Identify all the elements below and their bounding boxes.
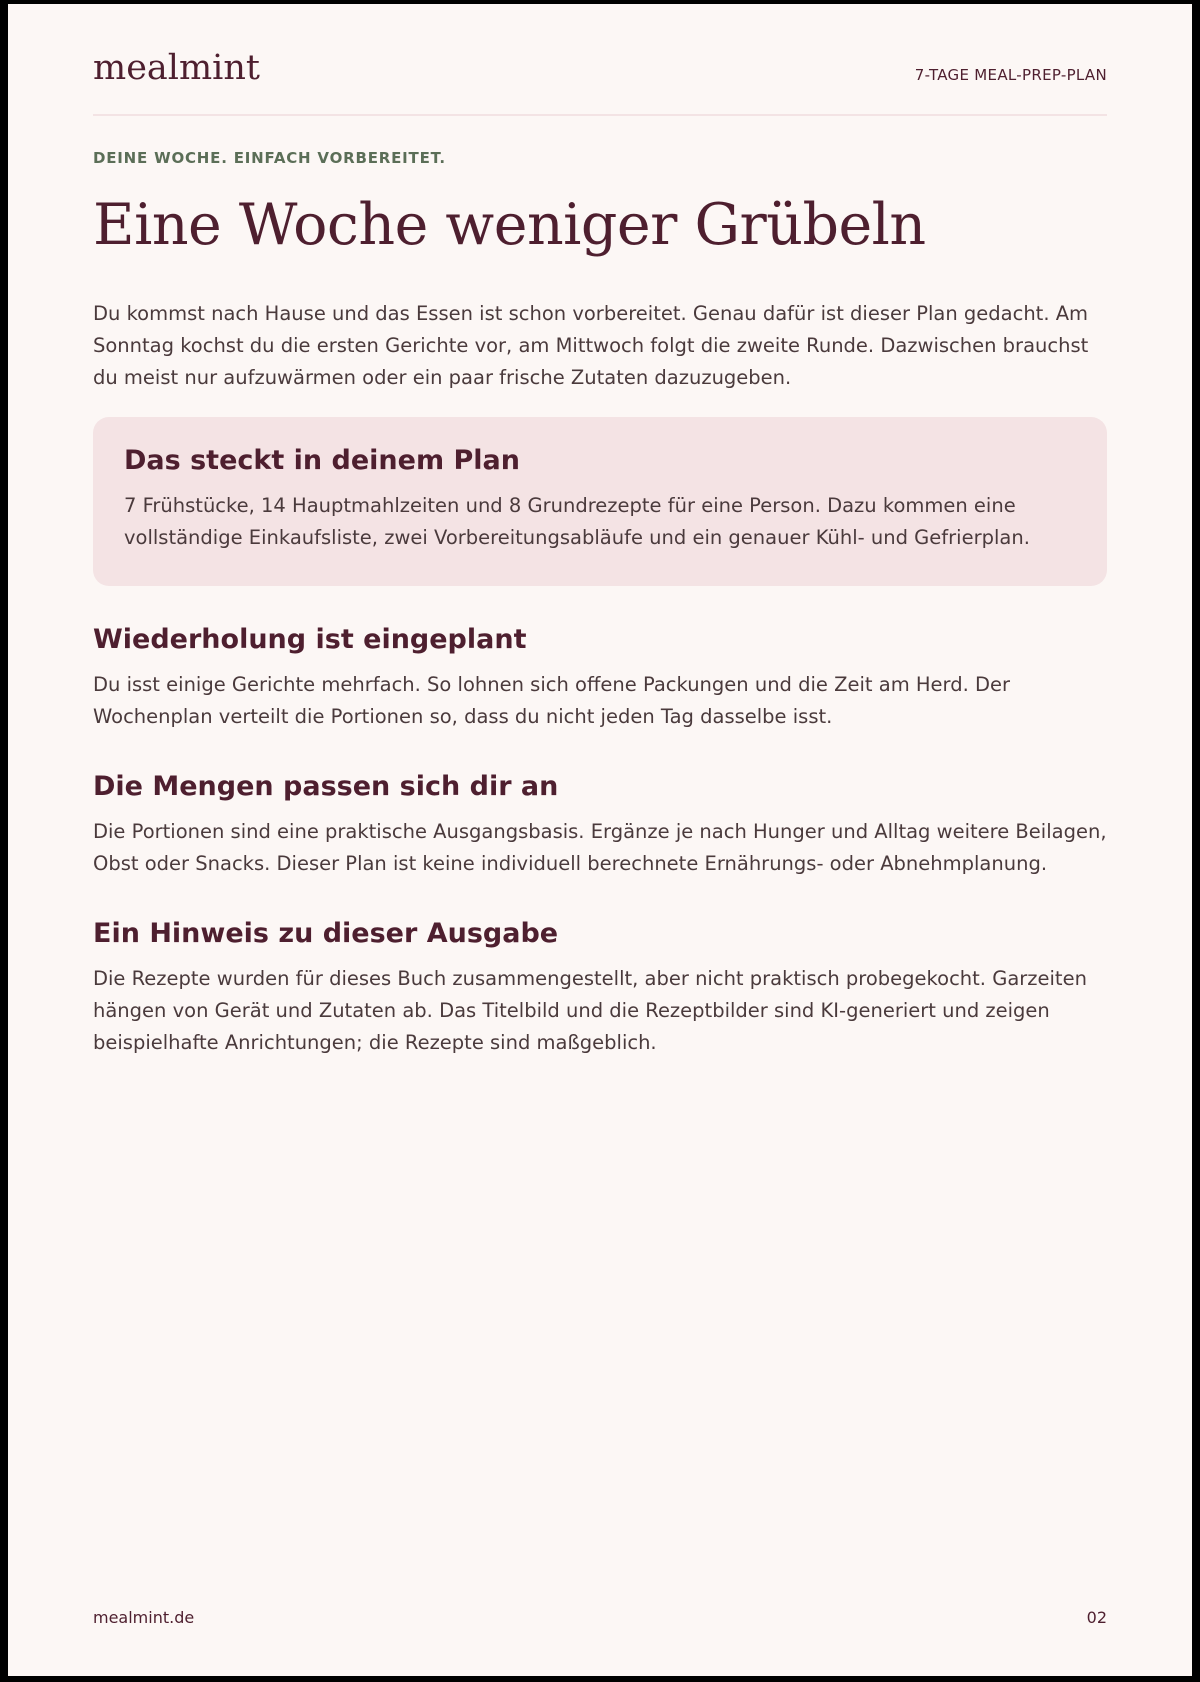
plan-summary-heading: Das steckt in deinem Plan: [124, 445, 520, 477]
section-text: Die Portionen sind eine praktische Ausgangsbasis. Ergänze je nach Hunger und Alltag weitere Beilagen, Obst oder Snacks. Dieser Plan ist keine individuell berechnete Ernährungs- oder Abnehmplanung.: [93, 820, 1107, 876]
section-text: Du isst einige Gerichte mehrfach. So lohnen sich offene Packungen und die Zeit am Herd. Der Wochenplan verteilt die Portionen so, dass du nicht jeden Tag dasselbe isst.: [93, 673, 1011, 729]
section-heading: Wiederholung ist eingeplant: [93, 624, 527, 656]
plan-summary-text: 7 Frühstücke, 14 Hauptmahlzeiten und 8 Grundrezepte für eine Person. Dazu kommen eine vollständige Einkaufsliste, zwei Vorbereitungsabläufe und ein genauer Kühl- und Gefrierplan.: [124, 494, 1030, 550]
plan-summary-box: [93, 417, 1107, 586]
eyebrow-text: DEINE WOCHE. EINFACH VORBEREITET.: [93, 149, 446, 167]
document-label: 7-TAGE MEAL-PREP-PLAN: [914, 66, 1107, 84]
main-content: [93, 149, 1107, 1059]
section-heading: Die Mengen passen sich dir an: [93, 771, 559, 803]
page-number: 02: [1086, 1608, 1107, 1627]
document-page: [8, 4, 1192, 1676]
page-title: Eine Woche weniger Grübeln: [93, 192, 926, 258]
section-repetition: [93, 624, 1107, 733]
section-edition-note: [93, 918, 1107, 1059]
page-header: [93, 48, 1107, 116]
section-text: Die Rezepte wurden für dieses Buch zusammengestellt, aber nicht praktisch probegekocht. Garzeiten hängen von Gerät und Zutaten ab. Das Titelbild und die Rezeptbilder sind KI-generiert und zeigen beispielhafte Anrichtungen; die Rezepte sind maßgeblich.: [93, 967, 1087, 1055]
footer-website: mealmint.de: [93, 1608, 195, 1627]
section-heading: Ein Hinweis zu dieser Ausgabe: [93, 918, 559, 950]
intro-paragraph: Du kommst nach Hause und das Essen ist schon vorbereitet. Genau dafür ist dieser Plan gedacht. Am Sonntag kochst du die ersten Gerichte vor, am Mittwoch folgt die zweite Runde. Dazwischen brauchst du meist nur aufzuwärmen oder ein paar frische Zutaten dazuzugeben.: [93, 302, 1089, 390]
section-portions: [93, 771, 1107, 880]
brand-logo: mealmint: [93, 48, 260, 88]
